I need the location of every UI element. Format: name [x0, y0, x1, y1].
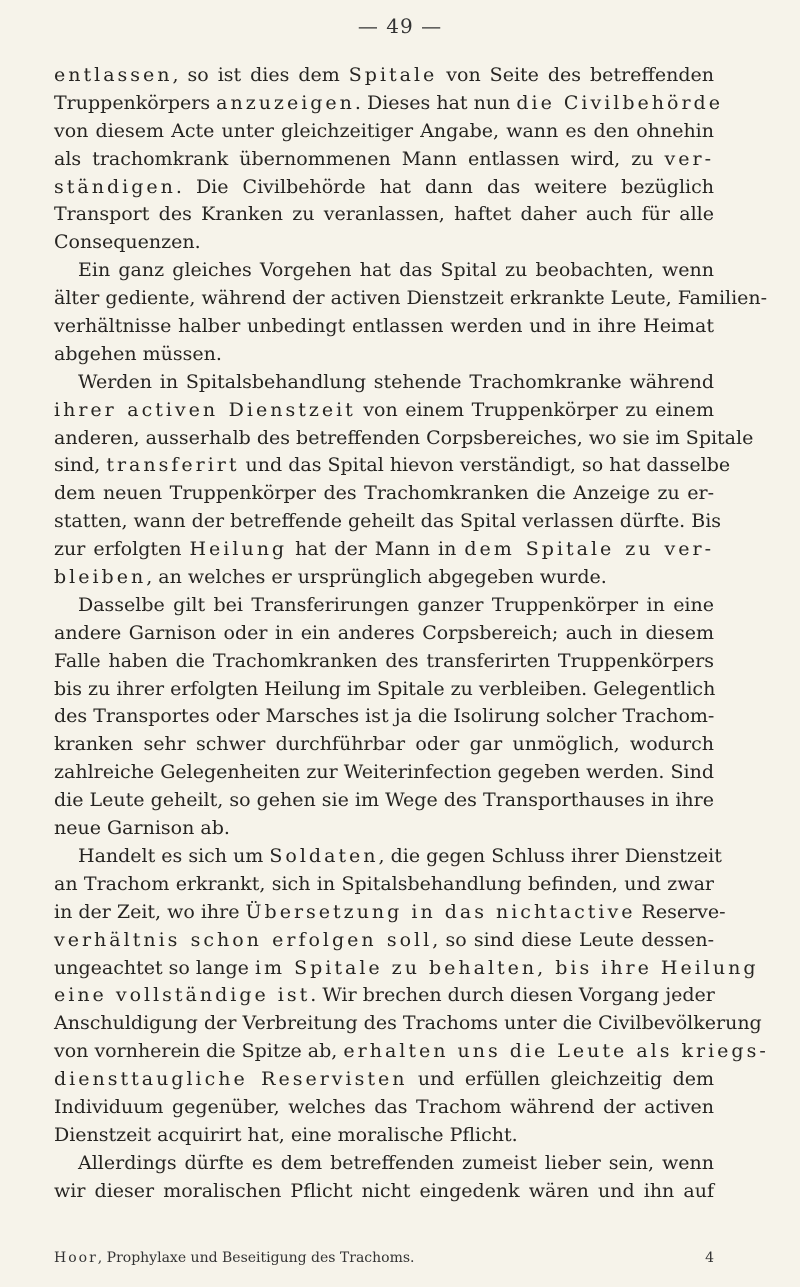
footer-author: Hoor: [54, 1250, 98, 1266]
text-line: [54, 536, 714, 564]
spaced-emphasis: dem Spitale zu ver-: [464, 538, 715, 561]
text-run: Consequenzen.: [54, 231, 201, 254]
text-line: [54, 229, 714, 257]
text-line: [54, 1150, 714, 1178]
text-run: Dienstzeit acquirirt hat, eine moralische Pflicht.: [54, 1123, 518, 1146]
text-line: [54, 369, 714, 397]
text-run: zahlreiche Gelegenheiten zur Weiterinfection gegeben werden. Sind: [54, 761, 714, 784]
text-run: abgehen müssen.: [54, 342, 222, 365]
text-run: Werden in Spitalsbehandlung stehende Trachomkranke während: [78, 370, 714, 393]
text-line: [54, 703, 714, 731]
spaced-emphasis: Heilung: [189, 538, 288, 561]
text-run: Ein ganz gleiches Vorgehen hat das Spital zu beobachten, wenn: [78, 259, 714, 282]
spaced-emphasis: anzuzeigen: [216, 91, 355, 114]
text-run: Anschuldigung der Verbreitung des Trachoms unter die Civilbevölkerung: [54, 1012, 762, 1035]
spaced-emphasis: ver-: [664, 147, 714, 170]
page-number: — 49 —: [357, 14, 443, 38]
spaced-emphasis: ständigen: [54, 175, 176, 198]
text-run: wir dieser moralischen Pflicht nicht eingedenk wären und ihn auf: [54, 1179, 714, 1202]
text-run: in der Zeit, wo ihre: [54, 900, 246, 923]
spaced-emphasis: im Spitale zu behalten, bis ihre Heilung: [254, 956, 759, 979]
text-line: [54, 90, 723, 118]
text-run: , so sind diese Leute dessen-: [432, 928, 715, 951]
body-text: [54, 62, 769, 1206]
text-line: [54, 787, 714, 815]
text-line: [54, 620, 714, 648]
text-line: [54, 1066, 714, 1094]
text-run: sind,: [54, 454, 107, 477]
spaced-emphasis: eine vollständige ist: [54, 984, 311, 1007]
spaced-emphasis: diensttaugliche Reservisten: [54, 1068, 408, 1091]
text-run: an Trachom erkrankt, sich in Spitalsbehandlung befinden, und zwar: [54, 872, 714, 895]
text-run: von diesem Acte unter gleichzeitiger Angabe, wann es den ohnehin: [54, 119, 714, 142]
text-run: zur erfolgten: [54, 538, 190, 561]
text-line: [54, 341, 714, 369]
text-line: [54, 1038, 769, 1066]
spaced-emphasis: erhalten uns die Leute als kriegs-: [343, 1040, 769, 1063]
text-line: [54, 564, 714, 592]
text-line: [54, 731, 714, 759]
spaced-emphasis: entlassen: [54, 64, 173, 86]
text-line: [54, 815, 714, 843]
text-line: [54, 648, 714, 676]
text-run: , die gegen Schluss ihrer Dienstzeit: [378, 844, 722, 867]
text-run: , so ist dies dem: [172, 64, 349, 86]
text-line: [54, 452, 731, 480]
text-run: kranken sehr schwer durchführbar oder gar unmöglich, wodurch: [54, 733, 714, 756]
text-run: bis zu ihrer erfolgten Heilung im Spitale zu verbleiben. Gelegentlich: [54, 677, 716, 700]
text-line: [54, 1122, 714, 1150]
text-run: verhältnisse halber unbedingt entlassen werden und in ihre Heimat: [54, 315, 714, 338]
text-run: als trachomkrank übernommenen Mann entlassen wird, zu: [54, 147, 665, 170]
text-line: [54, 759, 714, 787]
text-run: Truppenkörpers: [54, 91, 217, 114]
text-run: von vornherein die Spitze ab,: [54, 1040, 344, 1063]
text-run: hat der Mann in: [287, 538, 465, 561]
spaced-emphasis: transferirt: [106, 454, 240, 477]
text-line: [54, 118, 714, 146]
text-line: [54, 257, 714, 285]
spaced-emphasis: die Civilbehörde: [516, 91, 723, 114]
text-line: [54, 313, 714, 341]
text-run: . Dieses hat nun: [354, 91, 517, 114]
text-run: Allerdings dürfte es dem betreffenden zumeist lieber sein, wenn: [78, 1151, 714, 1174]
text-run: neue Garnison ab.: [54, 817, 230, 840]
text-line: [54, 871, 714, 899]
text-run: ungeachtet so lange: [54, 956, 255, 979]
text-line: [54, 1178, 714, 1206]
page-footer: [54, 1250, 714, 1266]
text-line: [54, 146, 714, 174]
footer-title: , Prophylaxe und Beseitigung des Trachoms.: [97, 1250, 415, 1266]
text-run: . Wir brechen durch diesen Vorgang jeder: [310, 984, 715, 1007]
text-line: [54, 397, 714, 425]
text-line: [54, 843, 722, 871]
text-line: [54, 1094, 714, 1122]
spaced-emphasis: Spitale: [348, 64, 438, 86]
text-run: Falle haben die Trachomkranken des transferirten Truppenkörpers: [54, 649, 714, 672]
text-line: [54, 480, 714, 508]
spaced-emphasis: ihrer activen Dienstzeit: [54, 398, 356, 421]
text-run: die Leute geheilt, so gehen sie im Wege des Transporthauses in ihre: [54, 789, 714, 812]
text-line: [54, 899, 726, 927]
spaced-emphasis: Soldaten: [269, 844, 379, 867]
spaced-emphasis: bleiben: [54, 566, 147, 589]
text-run: Transport des Kranken zu veranlassen, haftet daher auch für alle: [54, 203, 714, 226]
text-run: und erfüllen gleichzeitig dem: [407, 1068, 714, 1091]
text-run: des Transportes oder Marsches ist ja die Isolirung solcher Trachom-: [54, 705, 715, 728]
text-run: und das Spital hievon verständigt, so hat dasselbe: [239, 454, 731, 477]
text-line: [54, 174, 714, 202]
text-run: anderen, ausserhalb des betreffenden Corpsbereiches, wo sie im Spitale: [54, 426, 754, 449]
footer-citation: [54, 1250, 414, 1266]
text-run: . Die Civilbehörde hat dann das weitere bezüglich: [175, 175, 714, 198]
text-line: [54, 201, 714, 229]
text-line: [54, 1010, 762, 1038]
spaced-emphasis: verhältnis schon erfolgen soll: [54, 928, 433, 951]
text-run: dem neuen Truppenkörper des Trachomkranken die Anzeige zu er-: [54, 482, 714, 505]
text-run: Dasselbe gilt bei Transferirungen ganzer Truppenkörper in eine: [78, 593, 714, 616]
text-line: [54, 425, 754, 453]
text-line: [54, 592, 714, 620]
text-run: Reserve-: [635, 900, 726, 923]
text-run: von Seite des betreffenden: [437, 64, 715, 86]
text-line: [54, 62, 714, 90]
text-run: von einem Truppenkörper zu einem: [355, 398, 714, 421]
text-line: [54, 955, 759, 983]
text-line: [54, 508, 722, 536]
text-line: [54, 927, 714, 955]
text-run: andere Garnison oder in ein anderes Corpsbereich; auch in diesem: [54, 621, 714, 644]
text-run: Individuum gegenüber, welches das Trachom während der activen: [54, 1095, 714, 1118]
text-run: älter gediente, während der activen Dienstzeit erkrankte Leute, Familien-: [54, 287, 768, 310]
spaced-emphasis: Übersetzung in das nichtactive: [245, 900, 636, 923]
text-line: [54, 982, 714, 1010]
text-run: statten, wann der betreffende geheilt das Spital verlassen dürfte. Bis: [54, 510, 722, 533]
signature-mark: 4: [705, 1250, 714, 1266]
text-run: Handelt es sich um: [78, 844, 270, 867]
text-line: [54, 676, 714, 704]
text-line: [54, 285, 768, 313]
text-run: , an welches er ursprünglich abgegeben wurde.: [146, 566, 607, 589]
